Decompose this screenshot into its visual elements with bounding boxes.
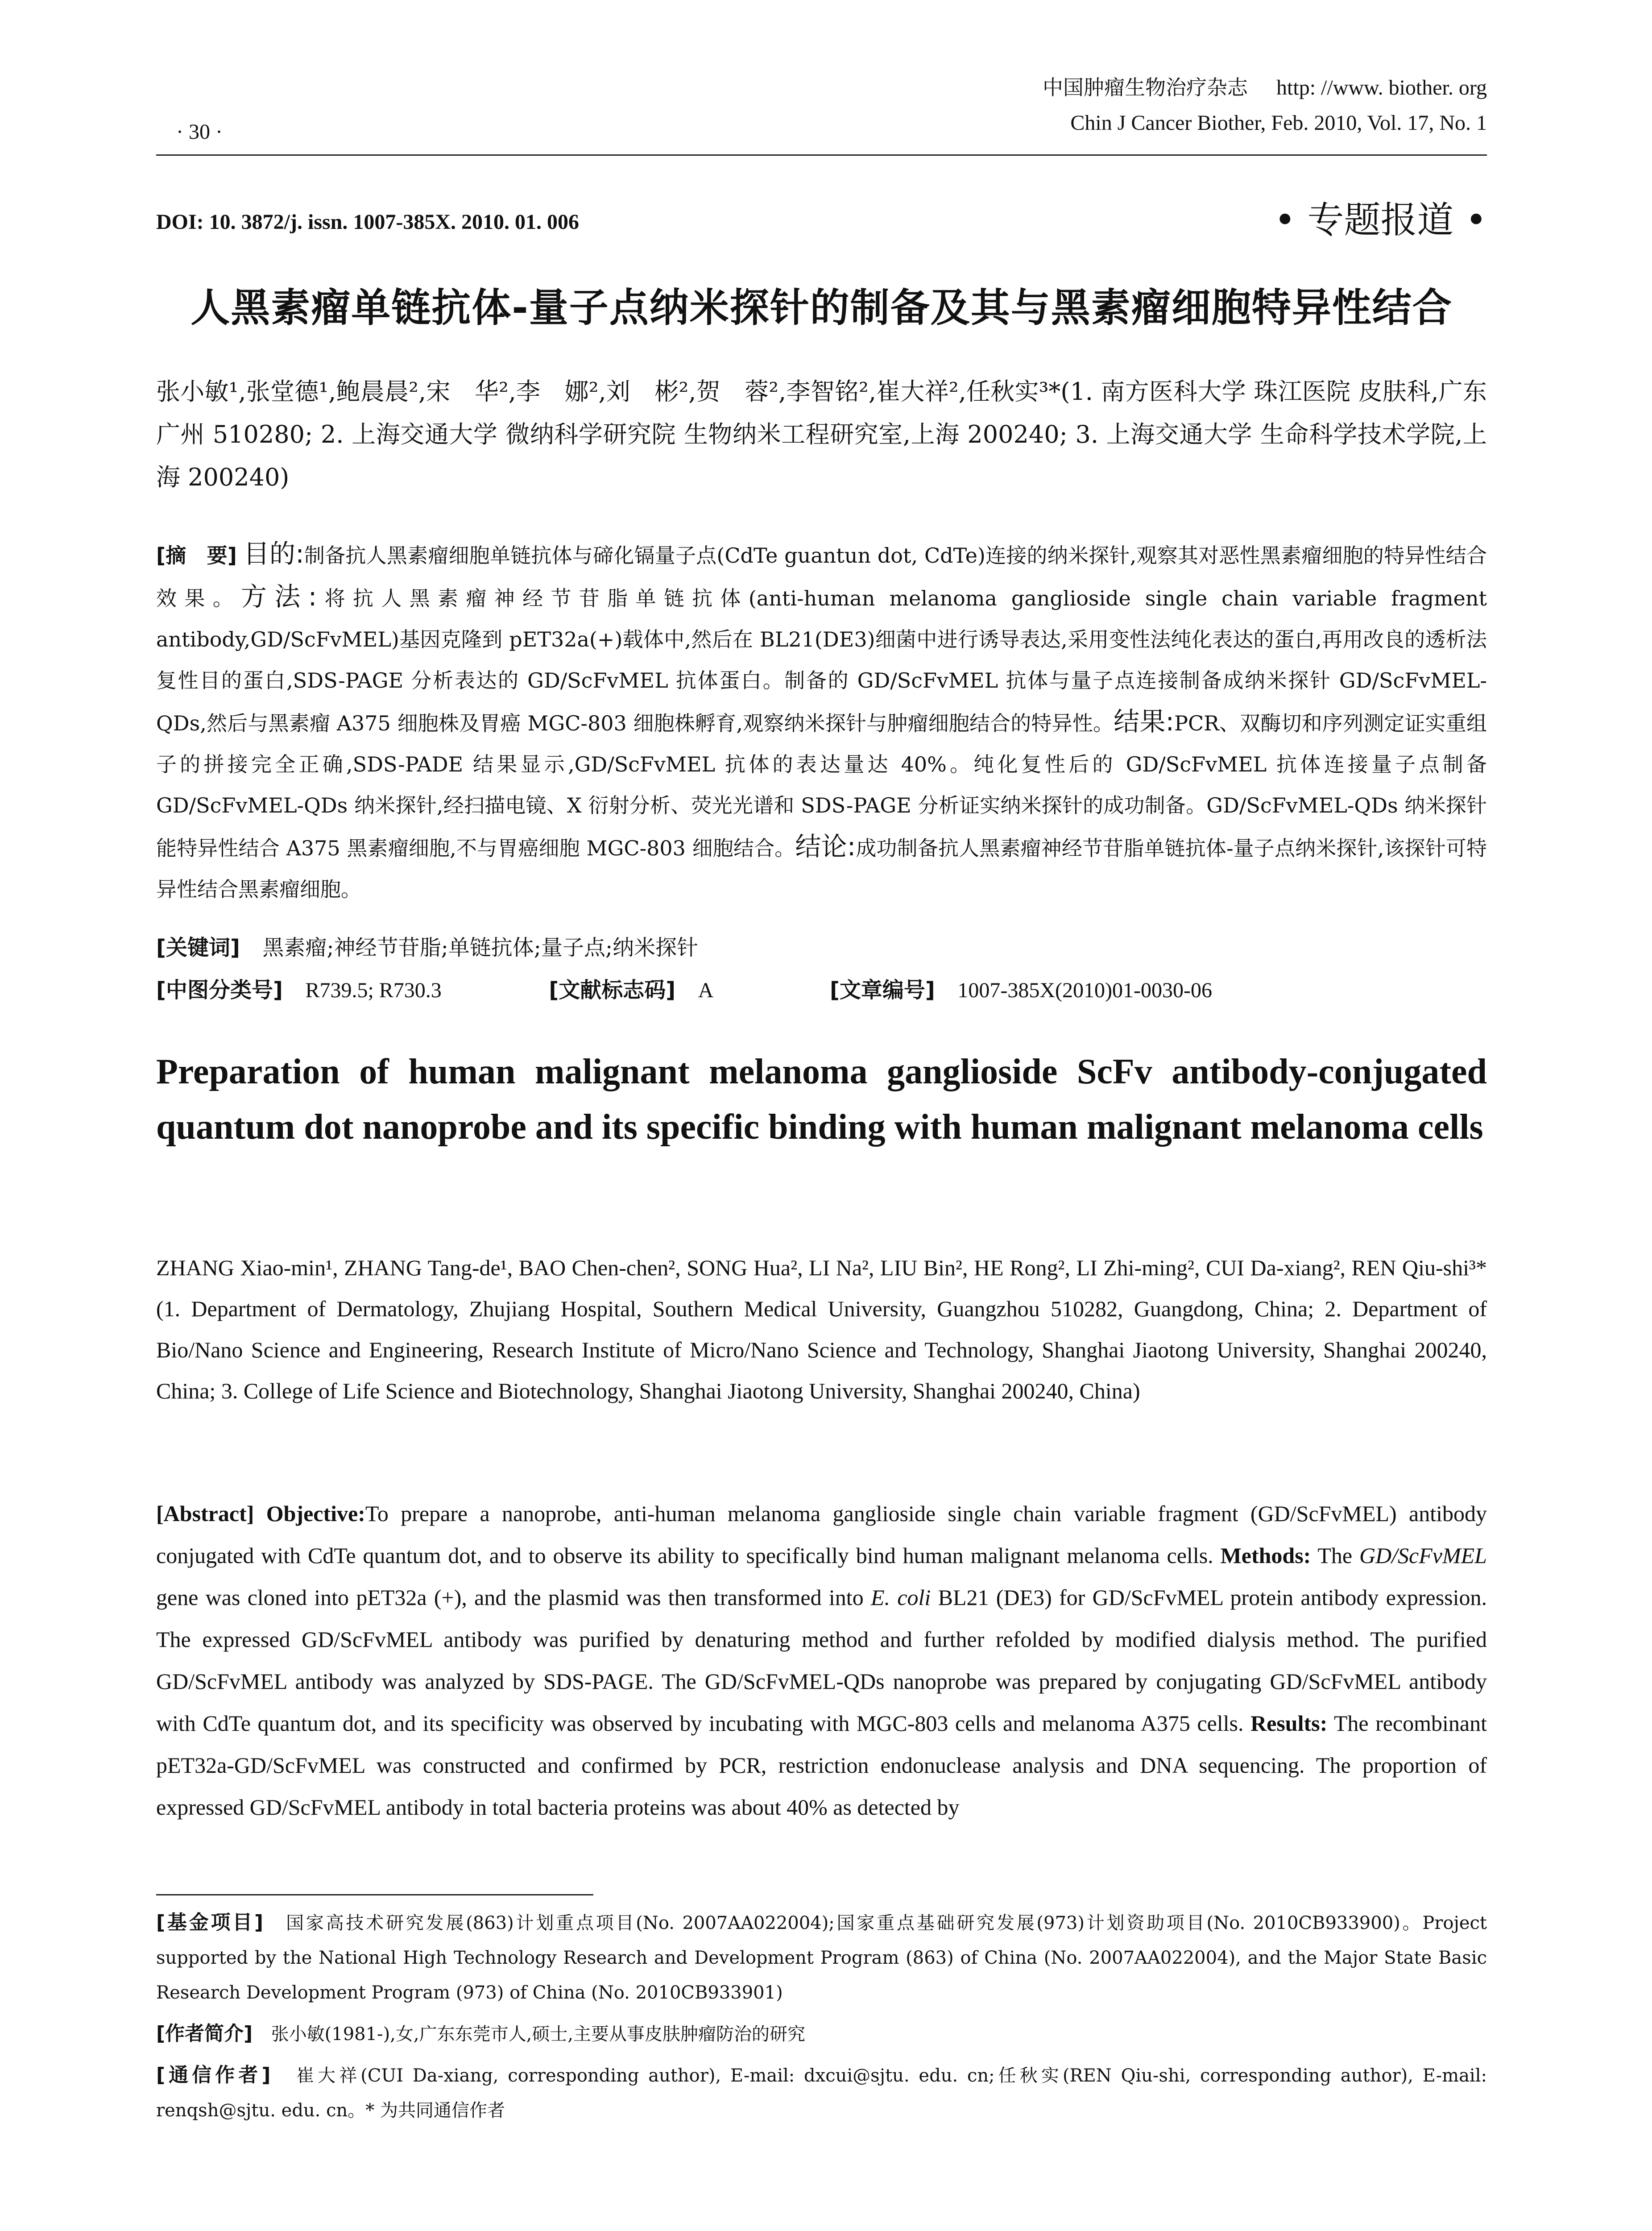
corresponding-label: [通信作者] — [156, 2064, 271, 2086]
article-number-value: 1007-385X(2010)01-0030-06 — [957, 979, 1212, 1002]
abstract-en-objective: To prepare a nanoprobe, anti-human melanoma ganglioside single chain variable fragment (GD/ScFvMEL) antibody conjugated with CdTe quantum dot, and to observe its ability to specifically bind human malignant melanoma cells. — [156, 1501, 1487, 1568]
footnote-author-bio — [156, 2016, 1487, 2052]
abstract-cn — [156, 533, 1487, 910]
author-bio-text: 张小敏(1981-),女,广东东莞市人,硕士,主要从事皮肤肿瘤防治的研究 — [271, 2024, 806, 2044]
article-title-en: Preparation of human malignant melanoma ganglioside ScFv antibody-conjugated quantum dot nanoprobe and its specific binding with human malignant melanoma cells — [156, 1052, 1487, 1147]
authors-affiliations-cn: 张小敏¹,张堂德¹,鲍晨晨²,宋 华²,李 娜²,刘 彬²,贺 蓉²,李智铭²,崔大祥²,任秋实³*(1. 南方医科大学 珠江医院 皮肤科,广东 广州 510280; 2. 上海交通大学 微纳科学研究院 生物纳米工程研究室,上海 200240; 3. 上海交通大学 生命科学技术学院,上海 200240) — [156, 377, 1487, 491]
keywords-label: [关键词] — [156, 935, 240, 960]
abstract-cn-results: PCR、双酶切和序列测定证实重组子的拼接完全正确,SDS-PADE 结果显示,GD/ScFvMEL 抗体的表达量达 40%。纯化复性后的 GD/ScFvMEL 抗体连接量子点制备 GD/ScFvMEL-QDs 纳米探针,经扫描电镜、X 衍射分析、荧光光谱和 SDS-PAGE 分析证实纳米探针的成功制备。GD/ScFvMEL-QDs 纳米探针能特异性结合 A375 黑素瘤细胞,不与胃癌细胞 MGC-803 细胞结合。 — [156, 711, 1487, 860]
abstract-en-label: [Abstract] — [156, 1501, 254, 1526]
page-number: · 30 · — [176, 120, 223, 144]
funding-text: 国家高技术研究发展(863)计划重点项目(No. 2007AA022004);国家重点基础研究发展(973)计划资助项目(No. 2010CB933900)。Project supported by the National High Technology Research and Development Program (863) of China (No. 2007AA022004), and the Major State Basic Research Development Program (973) of China (No. 2010CB933901) — [156, 1913, 1487, 2003]
doc-code-value: A — [698, 979, 714, 1002]
journal-name-cn: 中国肿瘤生物治疗杂志 — [1043, 75, 1248, 100]
abstract-cn-results-label: 结果: — [1114, 706, 1175, 737]
abstract-en-organism: E. coli — [871, 1585, 931, 1610]
keywords-cn — [156, 930, 1487, 961]
abstract-cn-objective-label: 目的: — [243, 539, 304, 569]
footnote-funding — [156, 1905, 1487, 2010]
keywords-value: 黑素瘤;神经节苷脂;单链抗体;量子点;纳米探针 — [262, 935, 699, 960]
doi: DOI: 10. 3872/j. issn. 1007-385X. 2010. 01. 006 — [156, 210, 580, 234]
column-tag: • 专题报道 • — [1274, 199, 1487, 241]
corresponding-text: 崔大祥(CUI Da-xiang, corresponding author), E-mail: dxcui@sjtu. edu. cn;任秋实(REN Qiu-shi, corresponding author), E-mail: renqsh@sjtu. edu. cn。* 为共同通信作者 — [156, 2065, 1487, 2121]
abstract-en-methods-label: Methods: — [1220, 1543, 1311, 1568]
footnote-corresponding — [156, 2058, 1487, 2128]
footnote-rule — [156, 1894, 593, 1895]
article-title-cn: 人黑素瘤单链抗体-量子点纳米探针的制备及其与黑素瘤细胞特异性结合 — [190, 285, 1453, 331]
funding-label: [基金项目] — [156, 1911, 264, 1934]
journal-citation-en: Chin J Cancer Biother, Feb. 2010, Vol. 17, No. 1 — [1070, 111, 1487, 135]
author-bio-label: [作者简介] — [156, 2022, 253, 2045]
journal-url: http: //www. biother. org — [1276, 76, 1487, 100]
article-number-label: [文章编号] — [829, 978, 935, 1003]
clc-value: R739.5; R730.3 — [305, 979, 442, 1002]
abstract-cn-objective: 制备抗人黑素瘤细胞单链抗体与碲化镉量子点(CdTe guantun dot, CdTe)连接的纳米探针,观察其对恶性黑素瘤细胞的特异性结合效果。 — [156, 543, 1487, 610]
abstract-en-methods-post: BL21 (DE3) for GD/ScFvMEL protein antibody expression. The expressed GD/ScFvMEL antibody was purified by denaturing method and further refolded by modified dialysis method. The purified GD/ScFvMEL antibody was analyzed by SDS-PAGE. The GD/ScFvMEL-QDs nanoprobe was prepared by conjugating GD/ScFvMEL antibody with CdTe quantum dot, and its specificity was observed by incubating with MGC-803 cells and melanoma A375 cells. — [156, 1585, 1487, 1736]
authors-affiliations-en: ZHANG Xiao-min¹, ZHANG Tang-de¹, BAO Chen-chen², SONG Hua², LI Na², LIU Bin², HE Rong², LI Zhi-ming², CUI Da-xiang², REN Qiu-shi³*(1. Department of Dermatology, Zhujiang Hospital, Southern Medical University, Guangzhou 510282, Guangdong, China; 2. Department of Bio/Nano Science and Engineering, Research Institute of Micro/Nano Science and Technology, Shanghai Jiaotong University, Shanghai 200240, China; 3. College of Life Science and Biotechnology, Shanghai Jiaotong University, Shanghai 200240, China) — [156, 1255, 1487, 1403]
header-rule — [156, 154, 1487, 156]
footnotes — [156, 1905, 1487, 2134]
abstract-cn-methods-label: 方法: — [241, 581, 317, 612]
abstract-en-results-label: Results: — [1250, 1711, 1328, 1736]
abstract-cn-conclusion: 成功制备抗人黑素瘤神经节苷脂单链抗体-量子点纳米探针,该探针可特异性结合黑素瘤细胞。 — [156, 836, 1487, 901]
abstract-cn-conclusion-label: 结论: — [795, 831, 856, 862]
abstract-en — [156, 1493, 1487, 1828]
classification-line — [156, 973, 1487, 1004]
header-line-1 — [1043, 71, 1487, 101]
abstract-cn-label: [摘 要] — [156, 543, 237, 568]
abstract-en-results: The recombinant pET32a-GD/ScFvMEL was constructed and confirmed by PCR, restriction endonuclease analysis and DNA sequencing. The proportion of expressed GD/ScFvMEL antibody in total bacteria proteins was about 40% as detected by — [156, 1711, 1487, 1820]
abstract-en-methods-pre: The — [1317, 1543, 1353, 1568]
abstract-en-gene-name: GD/ScFvMEL — [1359, 1543, 1487, 1568]
abstract-cn-methods: 将抗人黑素瘤神经节苷脂单链抗体(anti-human melanoma ganglioside single chain variable fragment antibody,GD/ScFvMEL)基因克隆到 pET32a(+)载体中,然后在 BL21(DE3)细菌中进行诱导表达,采用变性法纯化表达的蛋白,再用改良的透析法复性目的蛋白,SDS-PAGE 分析表达的 GD/ScFvMEL 抗体蛋白。制备的 GD/ScFvMEL 抗体与量子点连接制备成纳米探针 GD/ScFvMEL-QDs,然后与黑素瘤 A375 细胞株及胃癌 MGC-803 细胞株孵育,观察纳米探针与肿瘤细胞结合的特异性。 — [156, 586, 1487, 735]
abstract-en-objective-label: Objective: — [266, 1501, 365, 1526]
abstract-en-methods-mid: gene was cloned into pET32a (+), and the plasmid was then transformed into — [156, 1585, 864, 1610]
running-header — [1043, 71, 1487, 135]
doc-code-label: [文献标志码] — [549, 978, 676, 1003]
clc-label: [中图分类号] — [156, 978, 283, 1003]
